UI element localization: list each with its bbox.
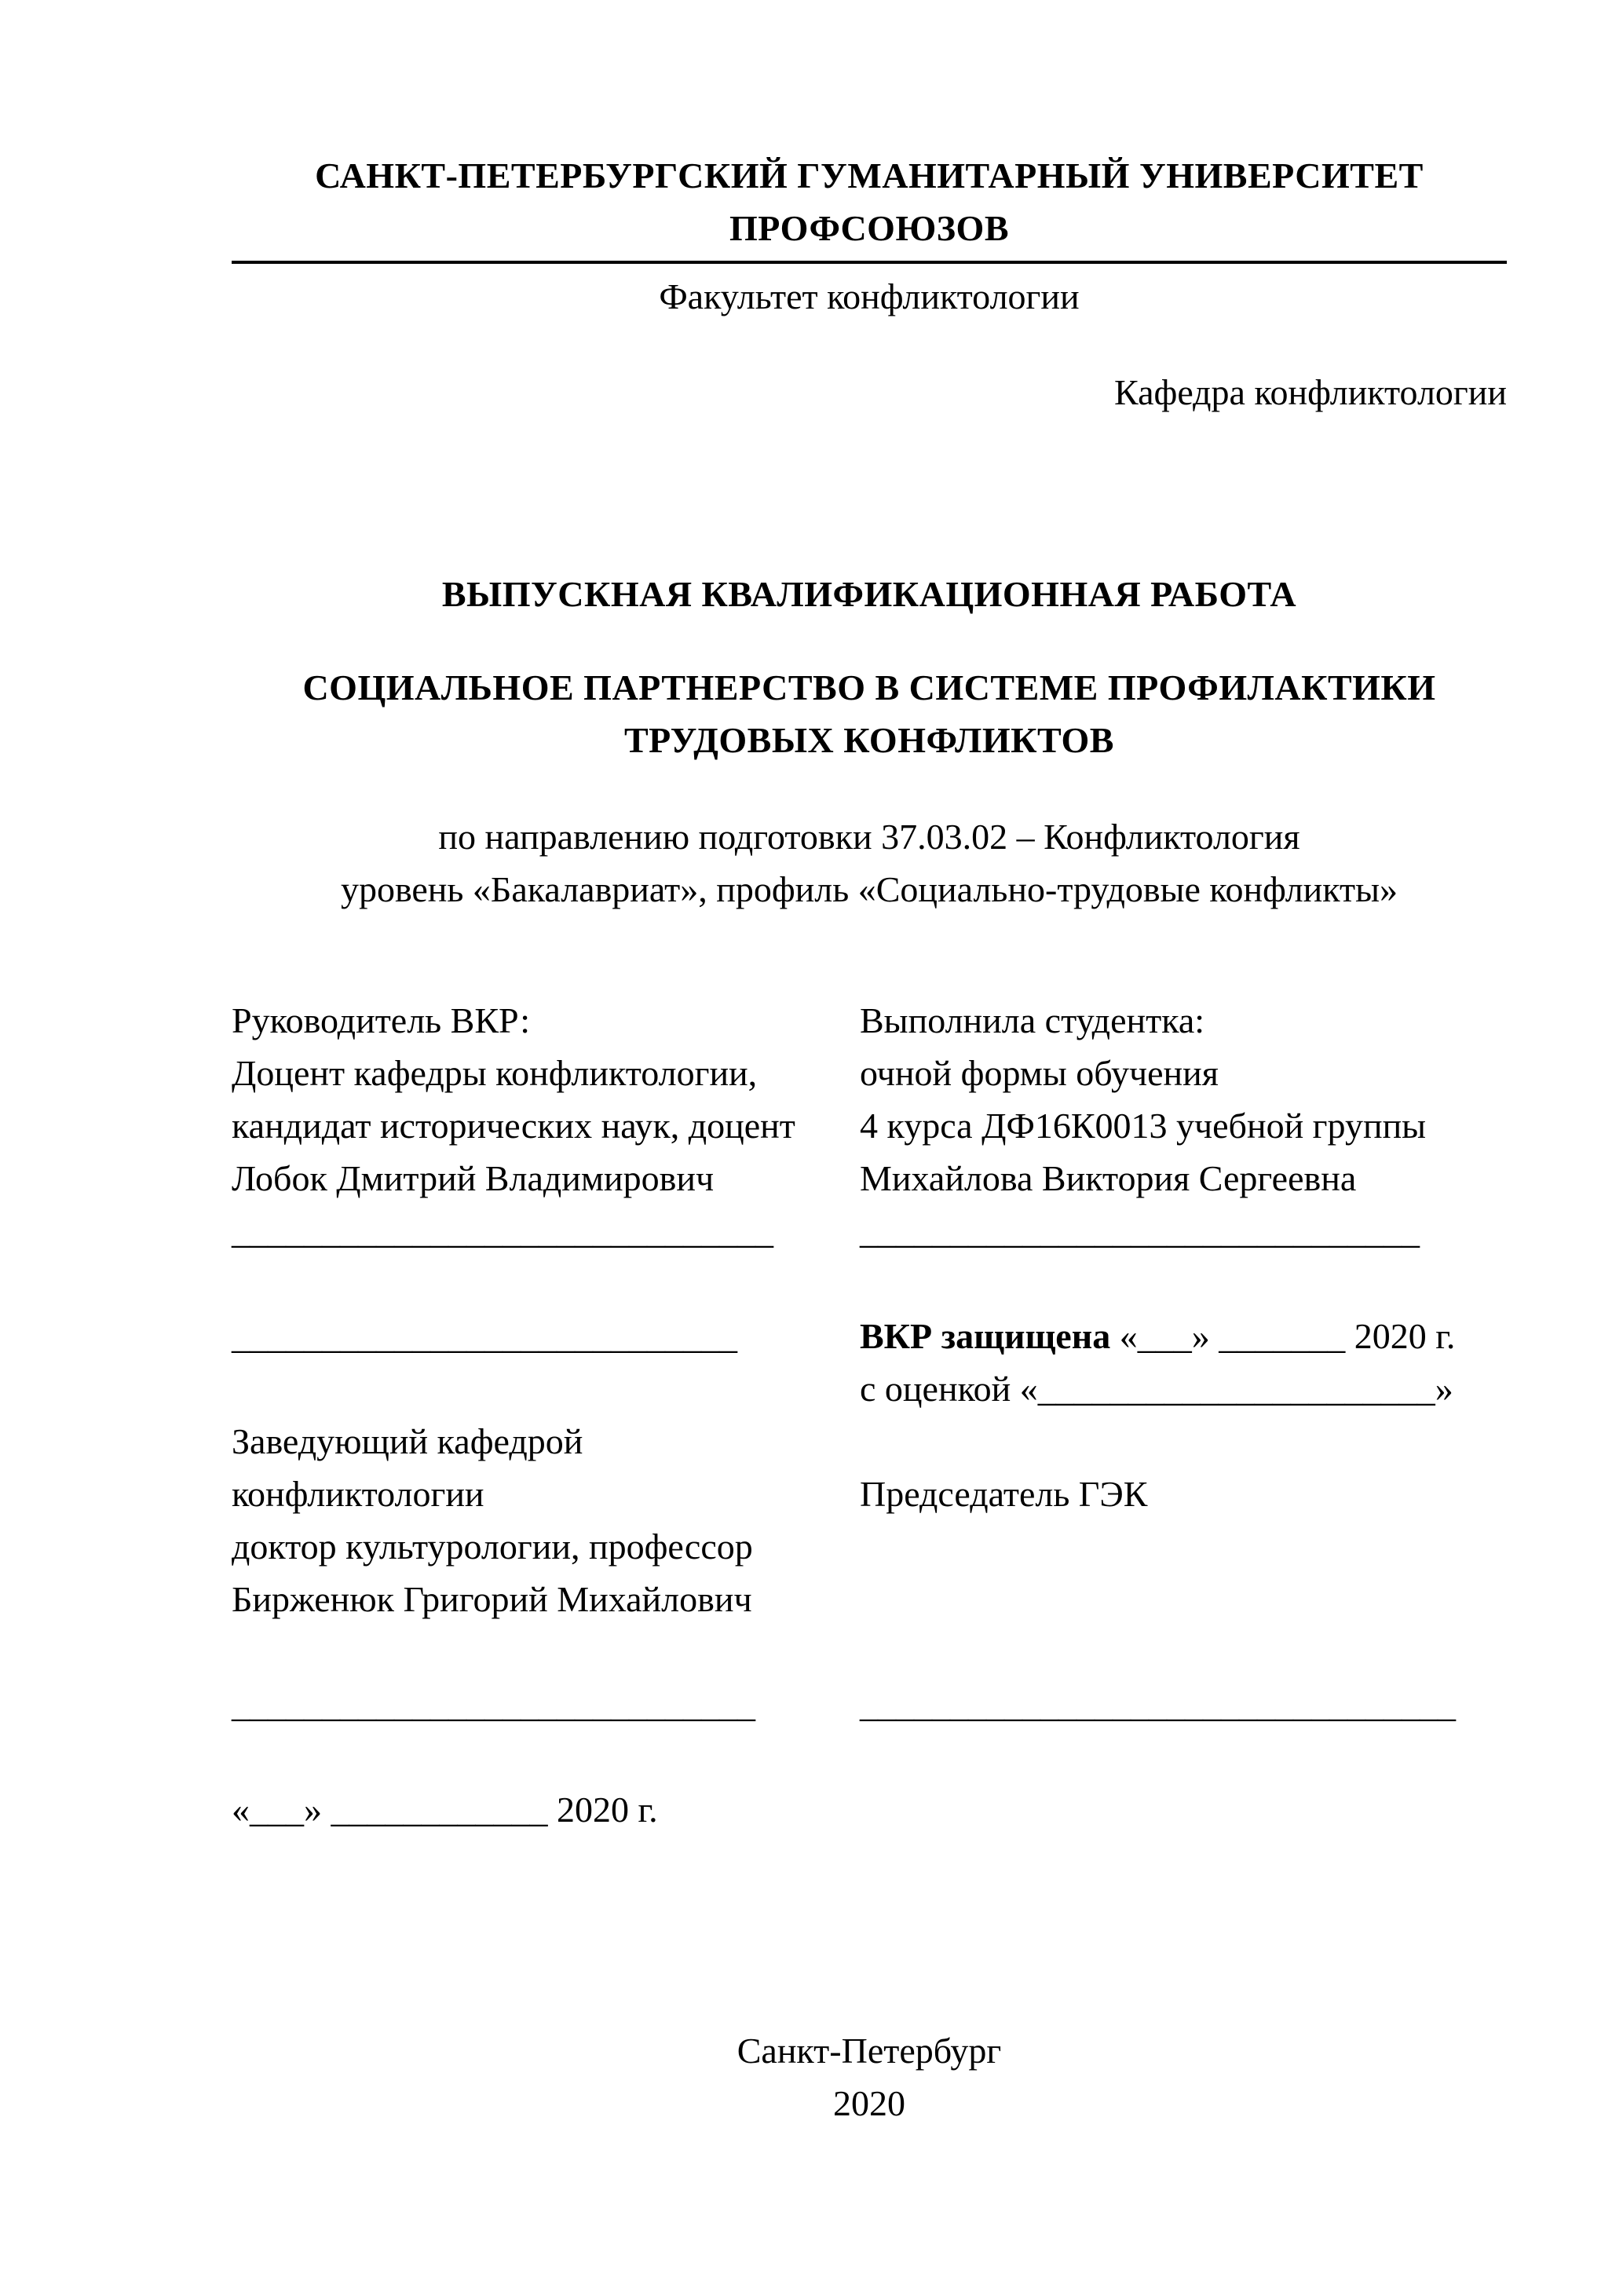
student-signature-line: _______________________________	[860, 1211, 1420, 1251]
defense-date-line	[860, 1310, 1507, 1362]
defense-grade-line: с оценкой «______________________»	[860, 1369, 1453, 1409]
thesis-title	[232, 661, 1507, 766]
dept-head-position-line3: доктор культурологии, профессор	[232, 1526, 753, 1567]
student-group: 4 курса ДФ16К0013 учебной группы	[860, 1106, 1427, 1146]
student-label: Выполнила студентка:	[860, 1000, 1205, 1040]
supervisor-name: Лобок Дмитрий Владимирович	[232, 1158, 715, 1198]
spacer	[860, 1520, 1507, 1573]
spacer	[860, 1573, 1507, 1625]
supervisor-signature-line: ______________________________	[232, 1211, 773, 1251]
spacer	[232, 1257, 860, 1310]
footer-year: 2020	[833, 2083, 905, 2123]
footer	[232, 2024, 1507, 2130]
chairman-label: Председатель ГЭК	[860, 1474, 1148, 1514]
student-name: Михайлова Виктория Сергеевна	[860, 1158, 1357, 1198]
supervisor-label: Руководитель ВКР:	[232, 1000, 531, 1040]
supervisor-signature-line-2: ____________________________	[232, 1316, 737, 1356]
dept-head-position-line2: конфликтологии	[232, 1474, 484, 1514]
spacer	[232, 1731, 860, 1783]
spacer	[860, 1415, 1507, 1468]
dept-head-signature-line: _____________________________	[232, 1684, 755, 1724]
signature-columns	[232, 994, 1507, 1836]
chairman-signature-line: _________________________________	[860, 1684, 1456, 1724]
supervisor-column	[232, 994, 860, 1836]
dept-head-position-line1: Заведующий кафедрой	[232, 1421, 583, 1461]
program-info	[232, 810, 1507, 916]
footer-city: Санкт-Петербург	[737, 2031, 1002, 2071]
dept-head-name: Бирженюк Григорий Михайлович	[232, 1579, 752, 1619]
student-column	[860, 994, 1507, 1836]
spacer	[860, 1625, 1507, 1678]
university-name: САНКТ-ПЕТЕРБУРГСКИЙ ГУМАНИТАРНЫЙ УНИВЕРСИТЕТ ПРОФСОЮЗОВ	[315, 155, 1424, 248]
work-type-heading: ВЫПУСКНАЯ КВАЛИФИКАЦИОННАЯ РАБОТА	[441, 574, 1297, 614]
dept-head-date-line: «___» ____________ 2020 г.	[232, 1790, 658, 1830]
spacer	[232, 1362, 860, 1415]
spacer	[232, 1625, 860, 1678]
department-name: Кафедра конфликтологии	[1114, 372, 1507, 412]
thesis-title-line1: СОЦИАЛЬНОЕ ПАРТНЕРСТВО В СИСТЕМЕ ПРОФИЛАКТИКИ	[302, 667, 1436, 707]
program-level: уровень «Бакалавриат», профиль «Социально-трудовые конфликты»	[340, 869, 1398, 909]
supervisor-position-line2: кандидат исторических наук, доцент	[232, 1106, 795, 1146]
header-divider	[232, 259, 1507, 264]
thesis-title-line2: ТРУДОВЫХ КОНФЛИКТОВ	[623, 720, 1114, 760]
student-study-form: очной формы обучения	[860, 1053, 1219, 1093]
defense-date-label: ВКР защищена	[860, 1316, 1111, 1356]
supervisor-position-line1: Доцент кафедры конфликтологии,	[232, 1053, 758, 1093]
faculty-name: Факультет конфликтологии	[659, 276, 1080, 316]
defense-date-blanks: «___» _______ 2020 г.	[1110, 1316, 1456, 1356]
spacer	[860, 1257, 1507, 1310]
program-direction: по направлению подготовки 37.03.02 – Конфликтология	[438, 817, 1300, 857]
